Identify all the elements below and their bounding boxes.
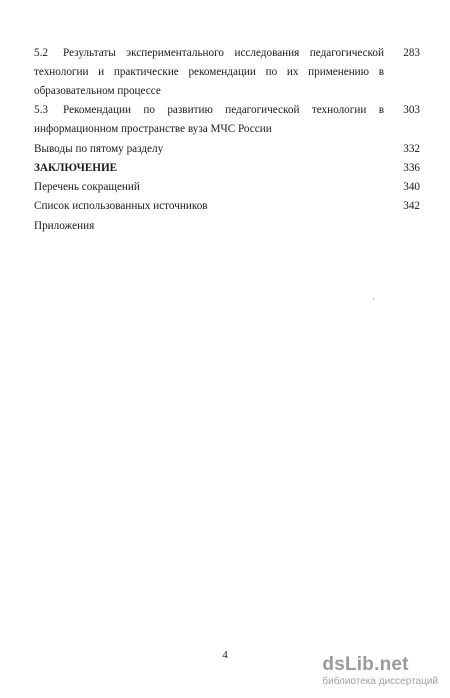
watermark-subtitle: библиотека диссертаций [322,676,438,687]
toc-entry-title: Список использованных источников [34,200,208,212]
toc-entry-number: 5.3 [34,104,48,116]
toc-entry-title: ЗАКЛЮЧЕНИЕ [34,162,118,174]
toc-page-ref: 342 [403,200,420,212]
toc-entry-number: 5.2 [34,47,48,59]
dslib-watermark [322,655,438,688]
watermark-logo: dsLib.net [322,654,409,675]
table-of-contents [34,44,420,236]
toc-page-ref: 340 [403,181,420,193]
toc-entry-appendices [34,217,420,236]
toc-page-ref: 283 [403,47,420,59]
toc-entry-title: Выводы по пятому разделу [34,143,164,155]
toc-page-ref: 336 [403,162,420,174]
toc-page-ref: 332 [403,143,420,155]
toc-entry-abbreviations [34,178,420,197]
toc-entry-title: Рекомендации по развитию педагогической технологии в информационном пространстве вуза МЧС России [34,104,384,135]
toc-entry-5-3 [34,101,420,139]
toc-entry-title: Перечень сокращений [34,181,140,193]
toc-entry-conclusions-section [34,140,420,159]
toc-entry-title: Результаты экспериментального исследования педагогической технологии и практические рекомендации по их применению в образовательном процессе [34,47,384,97]
toc-entry-5-2 [34,44,420,101]
toc-entry-references [34,197,420,216]
page-number: 4 [222,649,228,661]
toc-entry-conclusion [34,159,420,178]
toc-page-ref: 303 [403,104,420,116]
scan-speck [373,298,374,300]
toc-entry-title: Приложения [34,220,95,232]
